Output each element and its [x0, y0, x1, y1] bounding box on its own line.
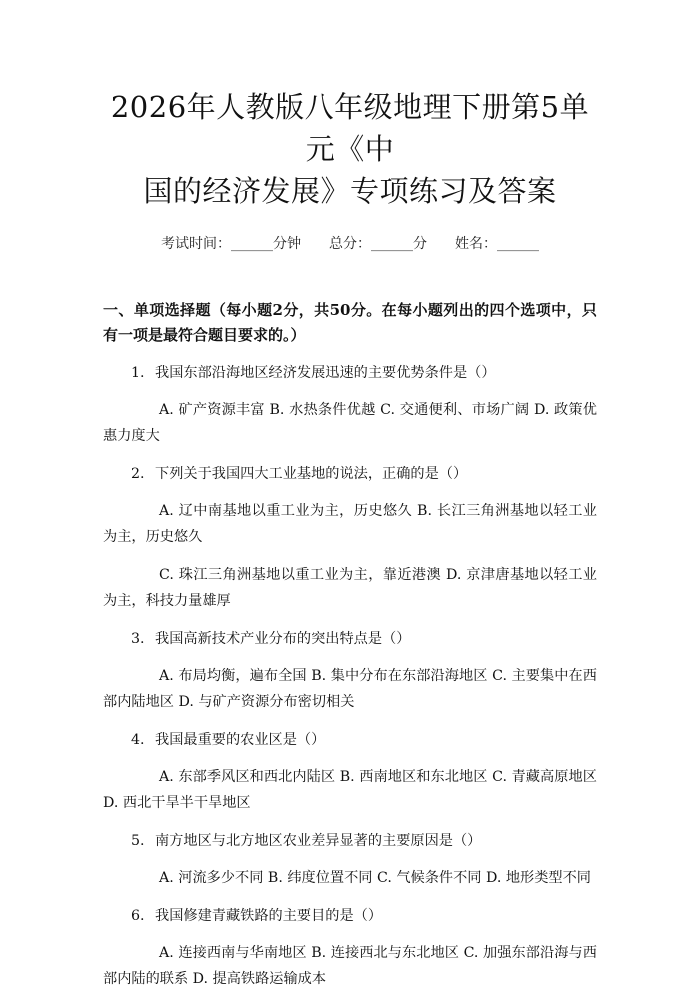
question-text: 下列关于我国四大工业基地的说法，正确的是（） [155, 466, 468, 482]
question-stem [103, 361, 597, 385]
question-options: A. 矿产资源丰富 B. 水热条件优越 C. 交通便利、市场广阔 D. 政策优惠力度大 [103, 402, 597, 444]
title-line-1: 2026年人教版八年级地理下册第5单元《中 [110, 90, 590, 166]
question-number: 3. [131, 631, 145, 647]
question-list [103, 361, 597, 992]
question-text: 我国最重要的农业区是（） [155, 732, 326, 748]
question-options: A. 河流多少不同 B. 纬度位置不同 C. 气候条件不同 D. 地形类型不同 [159, 870, 591, 886]
question-options: A. 连接西南与华南地区 B. 连接西北与东北地区 C. 加强东部沿海与西部内陆的联系 D. 提高铁路运输成本 [103, 945, 597, 987]
question-options: A. 布局均衡，遍布全国 B. 集中分布在东部沿海地区 C. 主要集中在西部内陆地区 D. 与矿产资源分布密切相关 [103, 668, 597, 710]
section-heading: 一、单项选择题（每小题2分，共50分。在每小题列出的四个选项中，只有一项是最符合题目要求的。） [103, 301, 597, 344]
question-options: A. 东部季风区和西北内陆区 B. 西南地区和东北地区 C. 青藏高原地区 D. 西北干旱半干旱地区 [103, 769, 597, 811]
question-stem [103, 829, 597, 853]
question-text: 我国修建青藏铁路的主要目的是（） [155, 908, 383, 924]
question-stem [103, 462, 597, 486]
question-text: 我国高新技术产业分布的突出特点是（） [155, 631, 411, 647]
question-options: A. 辽中南基地以重工业为主，历史悠久 B. 长江三角洲基地以轻工业为主，历史悠久 [103, 503, 597, 545]
question-stem [103, 728, 597, 752]
question-text: 我国东部沿海地区经济发展迅速的主要优势条件是（） [155, 365, 496, 381]
question-number: 2. [131, 466, 145, 482]
question-number: 4. [131, 732, 145, 748]
exam-time-field: 考试时间：______分钟 [161, 236, 301, 252]
question-stem [103, 904, 597, 928]
question-stem [103, 627, 597, 651]
exam-meta [103, 234, 597, 254]
question-number: 6. [131, 908, 145, 924]
question-options: C. 珠江三角洲基地以重工业为主，靠近港澳 D. 京津唐基地以轻工业为主，科技力量雄厚 [103, 567, 597, 609]
question-number: 1. [131, 365, 145, 381]
question-text: 南方地区与北方地区农业差异显著的主要原因是（） [155, 833, 482, 849]
question-number: 5. [131, 833, 145, 849]
total-score-field: 总分：______分 [329, 236, 427, 252]
title-line-2: 国的经济发展》专项练习及答案 [143, 174, 557, 208]
document-title [103, 0, 597, 212]
student-name-field: 姓名：______ [455, 236, 539, 252]
